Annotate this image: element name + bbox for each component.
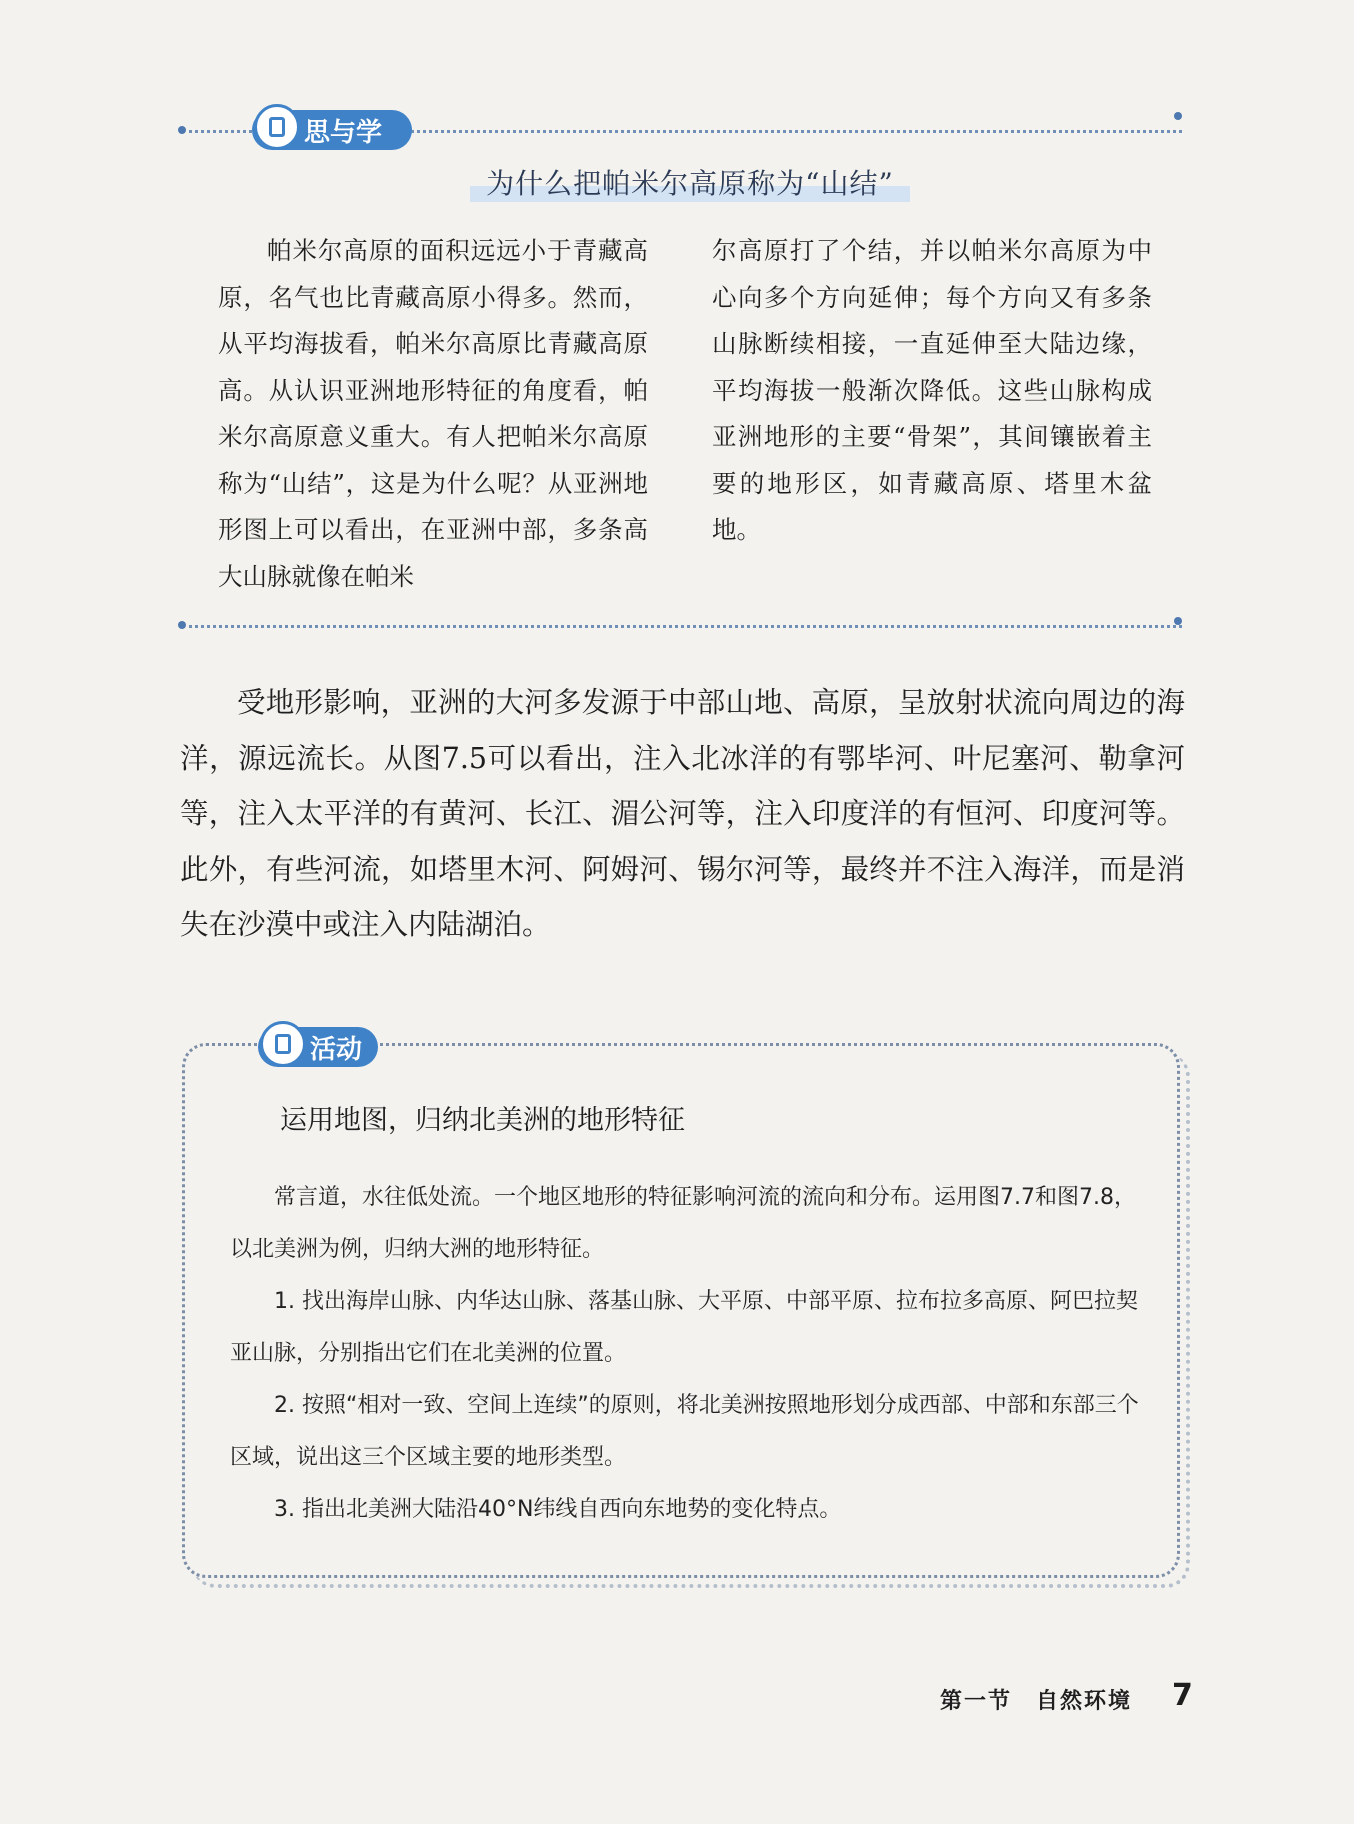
think-box-bottom-border bbox=[182, 625, 1182, 628]
think-box-left-column: 帕米尔高原的面积远远小于青藏高原，名气也比青藏高原小得多。然而，从平均海拔看，帕米尔高原比青藏高原高。从认识亚洲地形特征的角度看，帕米尔高原意义重大。有人把帕米尔高原称为“山结”，这是为什么呢？从亚洲地形图上可以看出，在亚洲中部，多条高大山脉就像在帕米 bbox=[218, 236, 648, 591]
activity-intro: 常言道，水往低处流。一个地区地形的特征影响河流的流向和分布。运用图7.7和图7.8，以北美洲为例，归纳大洲的地形特征。 bbox=[230, 1185, 1136, 1262]
think-learn-badge bbox=[252, 110, 412, 150]
main-paragraph: 受地形影响，亚洲的大河多发源于中部山地、高原，呈放射状流向周边的海洋，源远流长。从图7.5可以看出，注入北冰洋的有鄂毕河、叶尼塞河、勒拿河等，注入太平洋的有黄河、长江、湄公河等，注入印度洋的有恒河、印度河等。此外，有些河流，如塔里木河、阿姆河、锡尔河等，最终并不注入海洋，而是消失在沙漠中或注入内陆湖泊。 bbox=[180, 686, 1185, 941]
section-footer: 第一节 自然环境 bbox=[940, 1688, 1133, 1714]
border-dot bbox=[1174, 112, 1182, 120]
border-dot bbox=[178, 126, 186, 134]
page-number: 7 bbox=[1172, 1678, 1193, 1713]
activity-icon bbox=[260, 1021, 306, 1067]
think-learn-badge-label: 思与学 bbox=[304, 117, 383, 148]
border-dot bbox=[178, 621, 186, 629]
think-box-right-column: 尔高原打了个结，并以帕米尔高原为中心向多个方向延伸；每个方向又有多条山脉断续相接，一直延伸至大陆边缘，平均海拔一般渐次降低。这些山脉构成亚洲地形的主要“骨架”，其间镶嵌着主要的地形区，如青藏高原、塔里木盆地。 bbox=[712, 236, 1152, 544]
book-icon bbox=[254, 104, 300, 150]
activity-item: 1. 找出海岸山脉、内华达山脉、落基山脉、大平原、中部平原、拉布拉多高原、阿巴拉契亚山脉，分别指出它们在北美洲的位置。 bbox=[230, 1289, 1138, 1366]
activity-item: 2. 按照“相对一致、空间上连续”的原则，将北美洲按照地形划分成西部、中部和东部三个区域，说出这三个区域主要的地形类型。 bbox=[230, 1393, 1139, 1470]
think-box-title: 为什么把帕米尔高原称为“山结” bbox=[470, 162, 910, 202]
activity-item: 3. 指出北美洲大陆沿40°N纬线自西向东地势的变化特点。 bbox=[274, 1497, 842, 1522]
activity-badge bbox=[258, 1027, 378, 1067]
border-dot bbox=[1174, 617, 1182, 625]
activity-body bbox=[230, 1172, 1145, 1536]
activity-title: 运用地图，归纳北美洲的地形特征 bbox=[280, 1105, 685, 1136]
activity-badge-label: 活动 bbox=[310, 1034, 363, 1065]
